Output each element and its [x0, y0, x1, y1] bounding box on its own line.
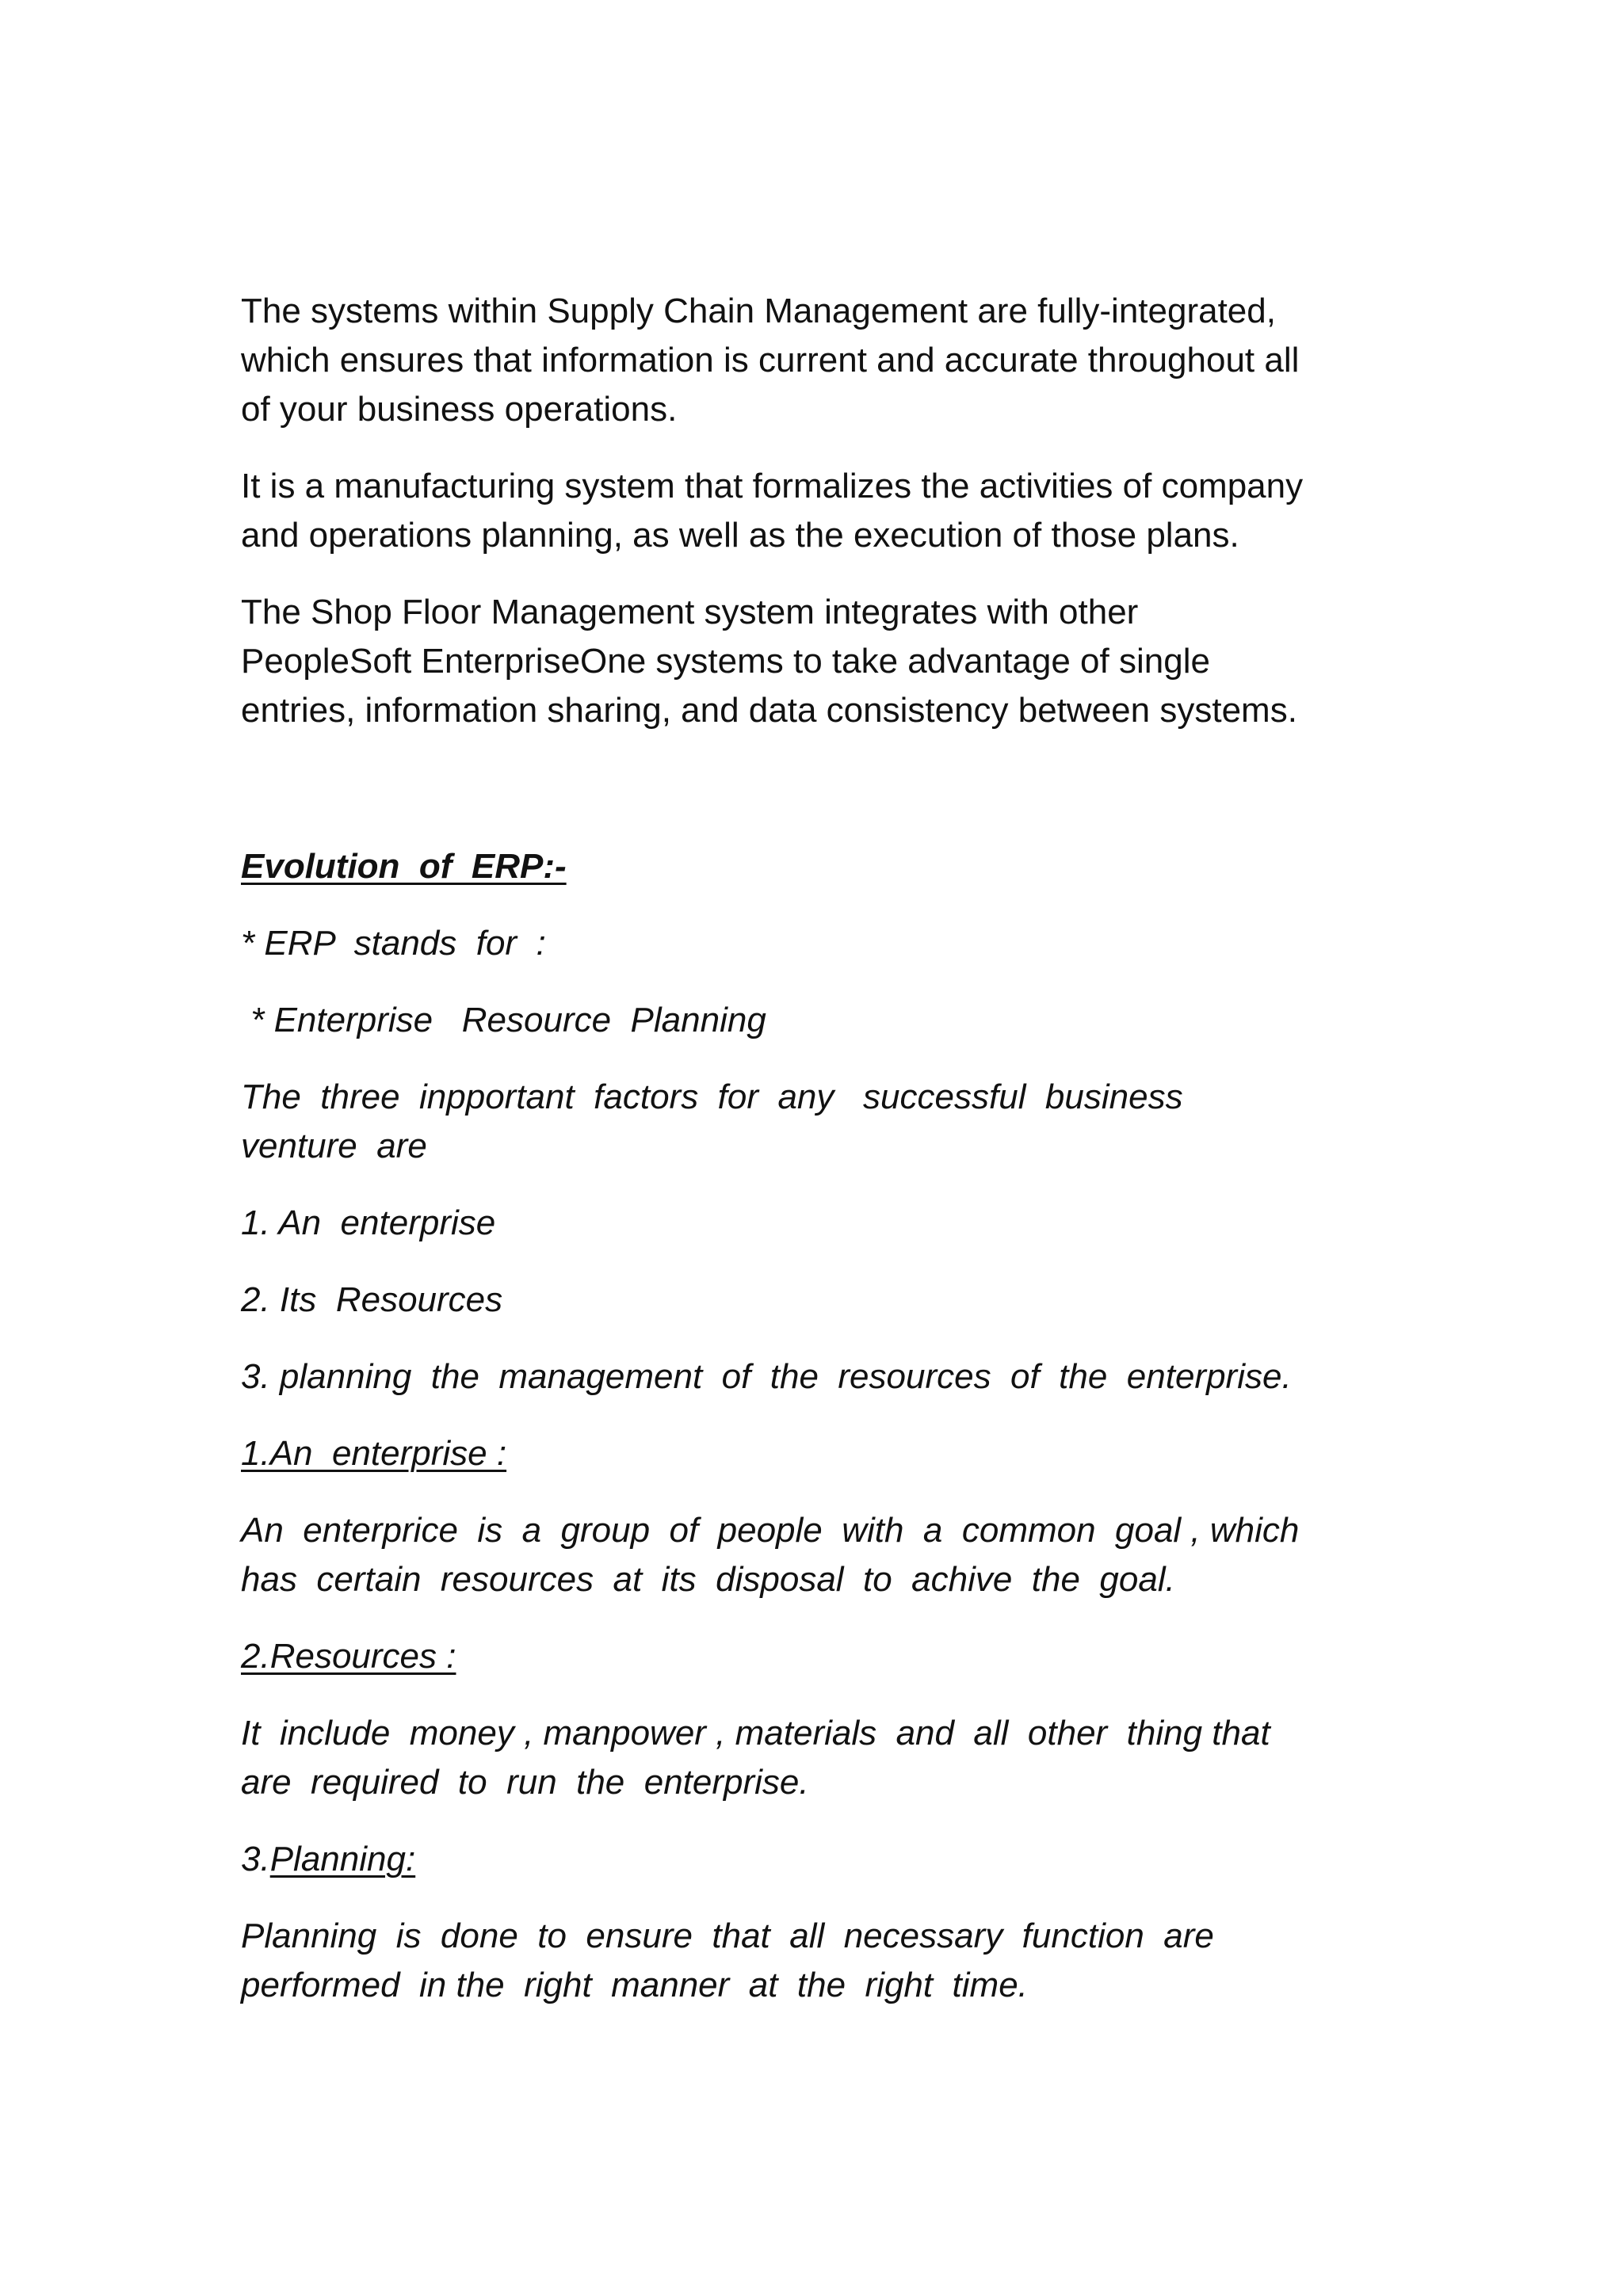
- enterprise-body: [241, 1506, 1414, 1604]
- factor-item-2: 2. Its Resources: [241, 1280, 503, 1319]
- text-line: entries, information sharing, and data consistency between systems.: [241, 691, 1297, 730]
- text-line: has certain resources at its disposal to achive the goal.: [241, 1560, 1175, 1599]
- text-line: of your business operations.: [241, 390, 678, 429]
- text-line: are required to run the enterprise.: [241, 1763, 809, 1802]
- text-line: which ensures that information is current and accurate throughout all: [241, 341, 1300, 379]
- factor-item-3: 3. planning the management of the resources of the enterprise.: [241, 1357, 1292, 1396]
- intro-paragraph-3: [241, 588, 1414, 735]
- planning-heading-word: Planning:: [269, 1840, 416, 1878]
- factors-intro: [241, 1073, 1414, 1171]
- erp-expansion: * Enterprise Resource Planning: [241, 1001, 766, 1039]
- text-line: performed in the right manner at the right time.: [241, 1966, 1028, 2004]
- text-line: venture are: [241, 1127, 427, 1165]
- planning-heading-number: 3.: [241, 1840, 270, 1878]
- factor-item-1: 1. An enterprise: [241, 1203, 496, 1242]
- resources-heading: 2.Resources :: [241, 1637, 456, 1676]
- text-line: The Shop Floor Management system integrates with other: [241, 593, 1139, 631]
- text-line: and operations planning, as well as the execution of those plans.: [241, 516, 1239, 555]
- planning-body: [241, 1912, 1414, 2010]
- intro-paragraph-1: [241, 287, 1414, 434]
- text-line: Planning is done to ensure that all necessary function are: [241, 1917, 1214, 1955]
- text-line: It include money , manpower , materials and all other thing that: [241, 1714, 1270, 1753]
- document-content: [241, 287, 1414, 2038]
- section-spacer: [241, 763, 1414, 842]
- text-line: An enterprice is a group of people with a common goal , which: [241, 1511, 1300, 1550]
- text-line: PeopleSoft EnterpriseOne systems to take advantage of single: [241, 642, 1210, 681]
- text-line: It is a manufacturing system that formalizes the activities of company: [241, 467, 1304, 505]
- erp-stands-for: * ERP stands for :: [241, 924, 546, 963]
- intro-paragraph-2: [241, 462, 1414, 560]
- planning-heading: [241, 1835, 1414, 1884]
- text-line: The three inpportant factors for any successful business: [241, 1077, 1183, 1116]
- resources-body: [241, 1709, 1414, 1807]
- enterprise-heading: 1.An enterprise :: [241, 1434, 507, 1473]
- evolution-heading: Evolution of ERP:-: [241, 847, 567, 886]
- text-line: The systems within Supply Chain Management are fully-integrated,: [241, 292, 1276, 330]
